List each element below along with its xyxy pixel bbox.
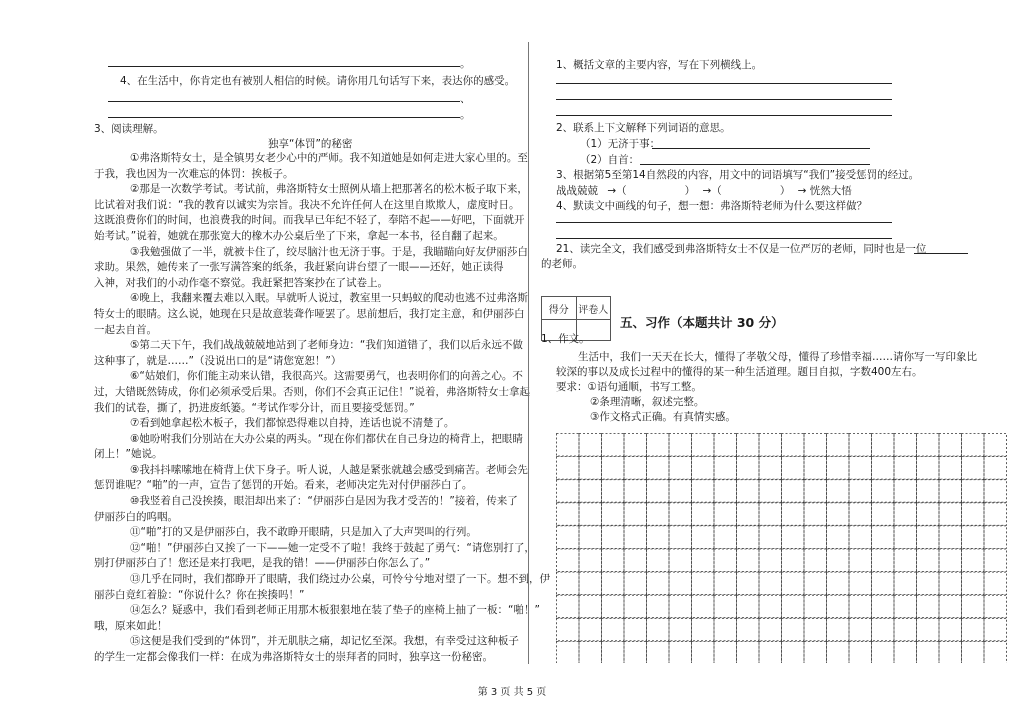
grid-cell[interactable] <box>669 595 692 618</box>
grid-cell[interactable] <box>782 572 805 595</box>
grid-cell[interactable] <box>602 457 625 480</box>
grid-cell[interactable] <box>759 434 782 457</box>
passage-line: 于我，我也因为一次难忘的体罚：挨板子。 <box>94 167 294 180</box>
passage-line: 这既浪费你们的时间，也浪费我的时间。而我早已年纪不轻了，奉陪不起——好吧，下面就开 <box>94 214 525 227</box>
grid-cell[interactable] <box>669 618 692 641</box>
grid-cell[interactable] <box>849 434 872 457</box>
grid-cell[interactable] <box>894 526 917 549</box>
grid-cell[interactable] <box>894 457 917 480</box>
grid-cell[interactable] <box>894 549 917 572</box>
q3-arrow-close-2: ） <box>779 185 791 197</box>
grid-cell[interactable] <box>602 641 625 663</box>
grid-cell[interactable] <box>962 549 985 572</box>
grid-cell[interactable] <box>759 457 782 480</box>
grid-cell[interactable] <box>714 641 737 663</box>
question-4-label: 4、在生活中，你肯定也有被别人相信的时候。请你用几句话写下来，表达你的感受。 <box>120 75 516 87</box>
passage-line: ⑪“啪”打的又是伊丽莎白，我不敢睁开眼睛，只是加入了大声哭叫的行列。 <box>130 526 477 539</box>
grid-cell[interactable] <box>894 595 917 618</box>
grid-cell[interactable] <box>737 480 760 503</box>
grid-cell[interactable] <box>827 595 850 618</box>
question-21: 21、读完全文，我们感受到弗洛斯特女士不仅是一位严厉的老师，同时也是一位 <box>556 243 927 255</box>
grid-cell[interactable] <box>647 595 670 618</box>
grid-cell[interactable] <box>579 526 602 549</box>
passage-line: ⑩我竖着自己没挨揍，眼泪却出来了：“伊丽莎白是因为我才受苦的！”接着，传来了 <box>130 495 518 508</box>
grid-cell[interactable] <box>984 480 1007 503</box>
grid-cell[interactable] <box>804 526 827 549</box>
grid-cell[interactable] <box>579 595 602 618</box>
column-divider <box>528 42 529 664</box>
grid-cell[interactable] <box>624 457 647 480</box>
grid-cell[interactable] <box>737 618 760 641</box>
grid-cell[interactable] <box>939 457 962 480</box>
passage-line: 一起去自首。 <box>94 323 157 336</box>
grid-cell[interactable] <box>849 641 872 663</box>
score-box <box>541 296 611 320</box>
grid-cell[interactable] <box>872 641 895 663</box>
passage-line: ⑮这便是我们受到的“体罚”，并无肌肤之痛，却记忆至深。我想，有幸受过这种板子 <box>130 635 519 648</box>
grid-cell[interactable] <box>669 457 692 480</box>
grid-cell[interactable] <box>647 434 670 457</box>
grid-cell[interactable] <box>917 618 940 641</box>
grid-cell[interactable] <box>602 595 625 618</box>
grid-cell[interactable] <box>602 503 625 526</box>
grid-cell[interactable] <box>557 618 580 641</box>
grid-cell[interactable] <box>804 457 827 480</box>
grid-cell[interactable] <box>782 549 805 572</box>
grid-cell[interactable] <box>804 572 827 595</box>
answer-line[interactable] <box>556 115 892 116</box>
grid-cell[interactable] <box>557 480 580 503</box>
grid-cell[interactable] <box>692 618 715 641</box>
grid-cell[interactable] <box>759 526 782 549</box>
grid-cell[interactable] <box>759 618 782 641</box>
grid-cell[interactable] <box>714 549 737 572</box>
grid-cell[interactable] <box>849 457 872 480</box>
grid-cell[interactable] <box>872 549 895 572</box>
grid-cell[interactable] <box>962 618 985 641</box>
line-end-mark: 。 <box>460 109 471 121</box>
grid-cell[interactable] <box>737 595 760 618</box>
grid-cell[interactable] <box>917 572 940 595</box>
requirement-2: ②条理清晰，叙述完整。 <box>590 396 705 408</box>
grid-cell[interactable] <box>962 595 985 618</box>
grid-cell[interactable] <box>782 503 805 526</box>
grid-cell[interactable] <box>669 434 692 457</box>
grid-cell[interactable] <box>849 595 872 618</box>
grid-cell[interactable] <box>872 526 895 549</box>
answer-line[interactable] <box>108 101 460 102</box>
grid-cell[interactable] <box>962 434 985 457</box>
grid-cell[interactable] <box>669 480 692 503</box>
grid-cell[interactable] <box>804 549 827 572</box>
answer-line[interactable] <box>108 117 460 118</box>
grid-cell[interactable] <box>984 572 1007 595</box>
passage-line: 比试着对我们说：“我的教育以诚实为宗旨。我决不允许任何人在这里自欺欺人，虚度时日。 <box>94 198 520 211</box>
grid-cell[interactable] <box>782 595 805 618</box>
grid-cell[interactable] <box>894 434 917 457</box>
grader-label: 评卷人 <box>578 304 609 316</box>
q3-arrow-open-2: →（ <box>702 185 722 197</box>
grid-cell[interactable] <box>624 434 647 457</box>
grid-cell[interactable] <box>557 457 580 480</box>
grid-cell[interactable] <box>714 618 737 641</box>
grid-cell[interactable] <box>692 480 715 503</box>
line-end-mark: 、 <box>460 93 471 105</box>
grid-cell[interactable] <box>984 434 1007 457</box>
grid-cell[interactable] <box>692 549 715 572</box>
grid-cell[interactable] <box>827 549 850 572</box>
grid-cell[interactable] <box>624 549 647 572</box>
grid-cell[interactable] <box>939 595 962 618</box>
passage-line: 求助。果然，她传来了一张写满答案的纸条，我赶紧向讲台望了一眼——还好，她正读得 <box>94 261 504 274</box>
passage-line: ①弗洛斯特女士，是全镇男女老少心中的严师。我不知道她是如何走进大家心里的。至 <box>130 152 528 164</box>
grid-cell[interactable] <box>759 549 782 572</box>
grid-cell[interactable] <box>737 526 760 549</box>
passage-line: 始考试。”说着，她就在那张宽大的橡木办公桌后坐了下来，拿起一本书，径自翻了起来。 <box>94 229 504 242</box>
grid-cell[interactable] <box>917 434 940 457</box>
passage-title: 独享“体罚”的秘密 <box>268 138 353 150</box>
q3-start-word: 战战兢兢 <box>556 185 598 197</box>
grid-cell[interactable] <box>647 572 670 595</box>
answer-line[interactable] <box>556 238 892 239</box>
grid-cell[interactable] <box>737 503 760 526</box>
grid-cell[interactable] <box>557 595 580 618</box>
grid-cell[interactable] <box>557 572 580 595</box>
grid-cell[interactable] <box>557 526 580 549</box>
grid-cell[interactable] <box>917 526 940 549</box>
grid-cell[interactable] <box>827 641 850 663</box>
answer-line[interactable] <box>556 222 892 223</box>
grid-cell[interactable] <box>849 526 872 549</box>
passage-line: ⑫“啪！”伊丽莎白又挨了一下——她一定受不了啦！我终于鼓起了勇气：“请您别打了， <box>130 541 535 554</box>
grid-cell[interactable] <box>624 595 647 618</box>
grid-cell[interactable] <box>872 457 895 480</box>
passage-line: 特女士的眼睛。这么说，她现在只是故意装聋作哑罢了。思前想后，我打定主意，和伊丽莎白 <box>94 307 525 320</box>
grid-cell[interactable] <box>647 480 670 503</box>
grid-cell[interactable] <box>804 595 827 618</box>
grid-cell[interactable] <box>602 434 625 457</box>
section-3-label: 3、阅读理解。 <box>94 123 164 135</box>
requirement-3: ③作文格式正确。有真情实感。 <box>590 411 736 423</box>
grid-cell[interactable] <box>669 641 692 663</box>
composition-label: 1、作文。 <box>541 333 590 345</box>
grid-cell[interactable] <box>804 434 827 457</box>
grid-cell[interactable] <box>804 480 827 503</box>
grid-cell[interactable] <box>602 480 625 503</box>
grid-cell[interactable] <box>962 572 985 595</box>
grid-cell[interactable] <box>872 595 895 618</box>
grid-cell[interactable] <box>737 457 760 480</box>
grid-cell[interactable] <box>939 572 962 595</box>
grid-cell[interactable] <box>737 549 760 572</box>
grid-cell[interactable] <box>759 641 782 663</box>
grid-cell[interactable] <box>849 549 872 572</box>
grid-cell[interactable] <box>624 480 647 503</box>
grid-cell[interactable] <box>962 641 985 663</box>
passage-line: 这种事了，就是……”（没说出口的是“请您宽恕！”） <box>94 354 342 367</box>
grid-cell[interactable] <box>737 641 760 663</box>
passage-line: ⑬几乎在同时，我们都睁开了眼睛，我们绕过办公桌，可怜兮兮地对望了一下。想不到，伊 <box>130 573 550 586</box>
page-footer: 第 3 页 共 5 页 <box>477 687 547 698</box>
grid-cell[interactable] <box>827 434 850 457</box>
grid-cell[interactable] <box>579 618 602 641</box>
reading-passage <box>94 151 550 666</box>
passage-line: 哦，原来如此！ <box>94 619 168 632</box>
grid-cell[interactable] <box>984 457 1007 480</box>
grid-cell[interactable] <box>782 434 805 457</box>
score-label: 得分 <box>542 297 577 319</box>
passage-line: 的学生一定都会像我们一样：在成为弗洛斯特女士的崇拜者的同时，独享这一份秘密。 <box>94 651 493 663</box>
grid-cell[interactable] <box>872 503 895 526</box>
grid-cell[interactable] <box>579 572 602 595</box>
grid-cell[interactable] <box>849 572 872 595</box>
right-question-2a: （1）无济于事： <box>580 138 661 150</box>
line-end-mark: 。 <box>460 58 471 70</box>
grid-cell[interactable] <box>782 457 805 480</box>
question-21-tail: 的老师。 <box>541 258 583 270</box>
grid-cell[interactable] <box>872 480 895 503</box>
passage-line: 丽莎白竟红着脸：“你说什么？你在挨揍吗！” <box>94 588 305 601</box>
grid-cell[interactable] <box>624 572 647 595</box>
grid-cell[interactable] <box>579 503 602 526</box>
grid-cell[interactable] <box>917 480 940 503</box>
grid-cell[interactable] <box>692 434 715 457</box>
answer-line[interactable] <box>640 164 870 165</box>
grid-cell[interactable] <box>579 480 602 503</box>
grid-cell[interactable] <box>872 434 895 457</box>
grid-cell[interactable] <box>692 526 715 549</box>
passage-line: 入神，对我们的小动作毫不察觉。我赶紧把答案抄在了试卷上。 <box>94 276 388 289</box>
grid-cell[interactable] <box>737 434 760 457</box>
grid-cell[interactable] <box>714 503 737 526</box>
grid-cell[interactable] <box>669 572 692 595</box>
right-question-3: 3、根据第5至第14自然段的内容，用文中的词语填写“我们”接受惩罚的经过。 <box>556 169 920 181</box>
grid-cell[interactable] <box>827 503 850 526</box>
grid-cell[interactable] <box>917 503 940 526</box>
grid-cell[interactable] <box>872 618 895 641</box>
grid-cell[interactable] <box>894 641 917 663</box>
grid-cell[interactable] <box>624 618 647 641</box>
right-question-2: 2、联系上下文解释下列词语的意思。 <box>556 122 731 134</box>
grid-cell[interactable] <box>714 572 737 595</box>
grid-cell[interactable] <box>939 434 962 457</box>
grid-cell[interactable] <box>894 572 917 595</box>
grid-cell[interactable] <box>782 480 805 503</box>
grid-cell[interactable] <box>939 641 962 663</box>
answer-line[interactable] <box>556 83 892 84</box>
grid-cell[interactable] <box>759 595 782 618</box>
q3-end-word: → 恍然大悟 <box>797 185 852 197</box>
grid-cell[interactable] <box>827 526 850 549</box>
passage-line: 闭上！”她说。 <box>94 448 163 461</box>
grid-cell[interactable] <box>557 641 580 663</box>
grid-cell[interactable] <box>714 526 737 549</box>
grid-cell[interactable] <box>647 549 670 572</box>
grid-cell[interactable] <box>602 549 625 572</box>
passage-line: ⑧她吩咐我们分别站在大办公桌的两头。“现在你们都伏在自己身边的椅背上，把眼睛 <box>130 432 523 445</box>
grid-cell[interactable] <box>984 595 1007 618</box>
passage-line: ⑦看到她拿起松木板子，我们都惊恐得难以自持，连话也说不清楚了。 <box>130 417 455 430</box>
passage-line: ⑭怎么？疑惑中，我们看到老师正用那木板狠狠地在装了垫子的座椅上抽了一板：“啪！” <box>130 604 540 617</box>
grid-cell[interactable] <box>579 641 602 663</box>
passage-line: 惩罚谁呢？“啪”的一声，宣告了惩罚的开始。看来，老师决定先对付伊丽莎白了。 <box>94 479 473 492</box>
grid-cell[interactable] <box>917 549 940 572</box>
grid-cell[interactable] <box>962 457 985 480</box>
grid-cell[interactable] <box>782 618 805 641</box>
passage-line: ③我勉强做了一半，就被卡住了，绞尽脑汁也无济于事。于是，我瞄瞄向好友伊丽莎白 <box>130 245 528 258</box>
q3-arrow-open-1: →（ <box>607 185 627 197</box>
passage-line: 过，大错既然铸成，你们必须承受后果。否则，你们不会真正记住！”说着，弗洛斯特女士拿起 <box>94 385 530 398</box>
right-question-2b: （2）自首： <box>580 154 640 166</box>
grid-cell[interactable] <box>602 618 625 641</box>
answer-line[interactable] <box>108 66 460 67</box>
passage-line: ②那是一次数学考试。考试前，弗洛斯特女士照例从墙上把那著名的松木板子取下来， <box>130 183 528 196</box>
grid-cell[interactable] <box>984 618 1007 641</box>
grid-cell[interactable] <box>692 572 715 595</box>
grid-cell[interactable] <box>827 457 850 480</box>
grid-cell[interactable] <box>917 457 940 480</box>
grid-cell[interactable] <box>894 618 917 641</box>
grid-cell[interactable] <box>962 503 985 526</box>
grid-cell[interactable] <box>984 549 1007 572</box>
passage-line: ⑤第二天下午，我们战战兢兢地站到了老师身边：“我们知道错了，我们以后永远不做 <box>130 339 523 352</box>
grid-cell[interactable] <box>669 526 692 549</box>
grid-cell[interactable] <box>557 503 580 526</box>
grid-cell[interactable] <box>894 503 917 526</box>
grid-cell[interactable] <box>984 503 1007 526</box>
grid-cell[interactable] <box>804 641 827 663</box>
composition-text-1: 生活中，我们一天天在长大，懂得了孝敬父母，懂得了珍惜幸福……请你写一写印象比 <box>578 351 977 363</box>
grid-cell[interactable] <box>962 526 985 549</box>
grid-cell[interactable] <box>647 457 670 480</box>
grid-cell[interactable] <box>939 618 962 641</box>
grid-cell[interactable] <box>939 480 962 503</box>
grid-cell[interactable] <box>827 572 850 595</box>
grid-cell[interactable] <box>962 480 985 503</box>
grid-cell[interactable] <box>984 641 1007 663</box>
answer-line[interactable] <box>652 148 870 149</box>
grid-cell[interactable] <box>939 526 962 549</box>
answer-line[interactable] <box>556 99 892 100</box>
grid-cell[interactable] <box>647 641 670 663</box>
grid-cell[interactable] <box>579 434 602 457</box>
grid-cell[interactable] <box>624 641 647 663</box>
composition-grid[interactable] <box>556 433 1024 663</box>
grid-cell[interactable] <box>737 572 760 595</box>
passage-line: ⑥“姑娘们，你们能主动来认错，我很高兴。这需要勇气，也表明你们的向善之心。不 <box>130 370 523 383</box>
requirement-1: 要求：①语句通顺，书写工整。 <box>556 381 702 393</box>
grid-cell[interactable] <box>647 526 670 549</box>
grid-cell[interactable] <box>714 434 737 457</box>
grid-cell[interactable] <box>714 457 737 480</box>
grid-cell[interactable] <box>939 549 962 572</box>
grid-cell[interactable] <box>624 503 647 526</box>
grid-cell[interactable] <box>692 503 715 526</box>
grid-cell[interactable] <box>647 503 670 526</box>
passage-line: ④晚上，我翻来覆去难以入眠。早就听人说过，教室里一只蚂蚁的爬动也逃不过弗洛斯 <box>130 292 528 305</box>
grid-cell[interactable] <box>917 595 940 618</box>
grid-cell[interactable] <box>759 480 782 503</box>
grid-cell[interactable] <box>602 526 625 549</box>
grid-cell[interactable] <box>714 480 737 503</box>
grid-cell[interactable] <box>917 641 940 663</box>
grid-cell[interactable] <box>939 503 962 526</box>
grid-cell[interactable] <box>849 480 872 503</box>
grid-cell[interactable] <box>759 503 782 526</box>
grid-cell[interactable] <box>827 480 850 503</box>
grid-cell[interactable] <box>692 457 715 480</box>
right-question-3-chain <box>556 183 852 199</box>
section-5-title: 五、习作（本题共计 30 分） <box>620 315 784 330</box>
q3-arrow-close-1: ） <box>684 185 696 197</box>
grid-cell[interactable] <box>669 549 692 572</box>
grid-cell[interactable] <box>782 526 805 549</box>
grid-cell[interactable] <box>624 526 647 549</box>
grid-cell[interactable] <box>692 641 715 663</box>
grid-cell[interactable] <box>557 549 580 572</box>
passage-line: 伊丽莎白的呜咽。 <box>94 510 178 523</box>
grid-cell[interactable] <box>849 618 872 641</box>
grid-cell[interactable] <box>714 595 737 618</box>
answer-line[interactable] <box>914 253 968 254</box>
grid-cell[interactable] <box>579 457 602 480</box>
grid-cell[interactable] <box>984 526 1007 549</box>
right-question-1: 1、概括文章的主要内容，写在下列横线上。 <box>556 59 763 71</box>
grid-cell[interactable] <box>759 572 782 595</box>
grid-cell[interactable] <box>782 641 805 663</box>
grid-cell[interactable] <box>827 618 850 641</box>
right-question-4: 4、默读文中画线的句子，想一想：弗洛斯特老师为什么要这样做？ <box>556 200 868 212</box>
grid-cell[interactable] <box>894 480 917 503</box>
grid-cell[interactable] <box>602 572 625 595</box>
passage-line: 别打伊丽莎白了！您还是来打我吧，是我的错！——伊丽莎白你怎么了。” <box>94 557 431 570</box>
grid-cell[interactable] <box>804 503 827 526</box>
grid-cell[interactable] <box>872 572 895 595</box>
grid-cell[interactable] <box>647 618 670 641</box>
grid-cell[interactable] <box>557 434 580 457</box>
grid-cell[interactable] <box>849 503 872 526</box>
passage-line: 我们的试卷，撕了，扔进废纸篓。“考试作零分计，而且要接受惩罚。” <box>94 401 415 414</box>
grid-cell[interactable] <box>579 549 602 572</box>
grid-cell[interactable] <box>692 595 715 618</box>
composition-text-2: 较深的事以及成长过程中的懂得的某一种生活道理。题目自拟，字数400左右。 <box>556 366 923 378</box>
passage-line: ⑨我抖抖嗦嗦地在椅背上伏下身子。听人说，人越是紧张就越会感受到痛苦。老师会先 <box>130 463 528 476</box>
grid-cell[interactable] <box>804 618 827 641</box>
grid-cell[interactable] <box>669 503 692 526</box>
